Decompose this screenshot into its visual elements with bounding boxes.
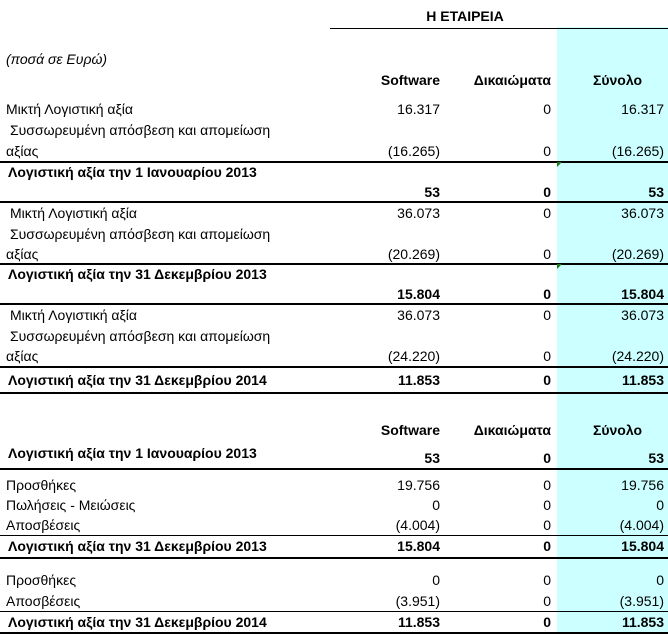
total-value: 11.853 <box>621 372 664 388</box>
total-value: 53 <box>648 450 664 466</box>
rights-value: 0 <box>543 477 551 493</box>
rights-value: 0 <box>543 614 551 630</box>
rights-value: 0 <box>543 572 551 588</box>
table-row <box>0 264 668 284</box>
row-rule <box>0 557 668 559</box>
rights-value: 0 <box>543 246 551 262</box>
rights-value: 0 <box>543 450 551 466</box>
software-value: (20.269) <box>387 246 440 262</box>
table-row <box>0 448 668 468</box>
table-row <box>0 182 668 202</box>
table-row <box>0 515 668 535</box>
software-value: 11.853 <box>397 372 440 388</box>
col-software-header: Software <box>380 422 440 438</box>
table-row <box>0 305 668 325</box>
rights-value: 0 <box>543 348 551 364</box>
table-row <box>0 346 668 366</box>
software-value: 0 <box>432 572 440 588</box>
rights-value: 0 <box>543 184 551 200</box>
col-rights-header: Δικαιώματα <box>473 422 551 438</box>
software-value: (3.951) <box>395 593 440 609</box>
software-value: (24.220) <box>387 348 440 364</box>
total-value: (4.004) <box>619 517 664 533</box>
header-rule <box>330 28 668 29</box>
software-value: 11.853 <box>397 614 440 630</box>
row-label: Λογιστική αξία την 31 Δεκεμβρίου 2014 <box>8 614 267 630</box>
row-label: Μικτή Λογιστική αξία <box>10 205 137 221</box>
table-row <box>0 475 668 495</box>
row-label: Συσσωρευμένη απόσβεση και απομείωση <box>10 226 271 242</box>
rights-value: 0 <box>543 101 551 117</box>
rights-value: 0 <box>543 372 551 388</box>
software-value: 36.073 <box>397 205 440 221</box>
row-label: Προσθήκες <box>6 477 77 493</box>
total-value: (20.269) <box>611 246 664 262</box>
table-row <box>0 284 668 304</box>
row-label: Αποσβέσεις <box>6 517 81 533</box>
software-value: 15.804 <box>397 538 440 554</box>
software-value: (4.004) <box>395 517 440 533</box>
table-row <box>0 536 668 556</box>
software-value: 0 <box>432 497 440 513</box>
column-header-row <box>0 420 668 440</box>
row-label: Λογιστική αξία την 31 Δεκεμβρίου 2013 <box>8 266 267 282</box>
rights-value: 0 <box>543 593 551 609</box>
software-value: 36.073 <box>397 307 440 323</box>
units-note: (ποσά σε Ευρώ) <box>6 51 108 67</box>
table-row <box>0 612 668 632</box>
row-label: Λογιστική αξία την 1 Ιανουαρίου 2013 <box>8 164 257 180</box>
rights-value: 0 <box>543 143 551 159</box>
rights-value: 0 <box>543 538 551 554</box>
col-software-header: Software <box>380 72 440 88</box>
total-value: (24.220) <box>611 348 664 364</box>
software-value: 16.317 <box>397 101 440 117</box>
col-rights-header: Δικαιώματα <box>473 72 551 88</box>
table-row <box>0 495 668 515</box>
row-label: αξίας <box>6 348 39 364</box>
software-value: 53 <box>424 184 440 200</box>
table-row <box>0 570 668 590</box>
table-row <box>0 244 668 264</box>
table-row <box>0 203 668 223</box>
software-value: 53 <box>424 450 440 466</box>
row-label: Πωλήσεις - Μειώσεις <box>6 497 136 513</box>
total-value: 16.317 <box>621 101 664 117</box>
total-value: 36.073 <box>621 205 664 221</box>
total-value: 0 <box>656 497 664 513</box>
total-value: (16.265) <box>611 143 664 159</box>
row-label: Λογιστική αξία την 31 Δεκεμβρίου 2014 <box>8 372 267 388</box>
row-label: Λογιστική αξία την 1 Ιανουαρίου 2013 <box>8 445 257 461</box>
col-total-header: Σύνολο <box>592 422 642 438</box>
table-row <box>0 326 668 346</box>
total-value: (3.951) <box>619 593 664 609</box>
software-value: 19.756 <box>397 477 440 493</box>
rights-value: 0 <box>543 517 551 533</box>
software-value: 15.804 <box>397 286 440 302</box>
rights-value: 0 <box>543 286 551 302</box>
total-value: 0 <box>656 572 664 588</box>
total-value: 36.073 <box>621 307 664 323</box>
row-label: Συσσωρευμένη απόσβεση και απομείωση <box>10 122 271 138</box>
column-header-row <box>0 70 668 90</box>
table-row <box>0 162 668 182</box>
row-label: Προσθήκες <box>6 572 77 588</box>
total-value: 19.756 <box>621 477 664 493</box>
col-total-header: Σύνολο <box>592 72 642 88</box>
row-rule <box>0 366 668 368</box>
table-row <box>0 120 668 140</box>
table-row <box>0 141 668 161</box>
table-row <box>0 591 668 611</box>
software-value: (16.265) <box>387 143 440 159</box>
row-label: Μικτή Λογιστική αξία <box>10 307 137 323</box>
row-label: Λογιστική αξία την 31 Δεκεμβρίου 2013 <box>8 538 267 554</box>
row-rule <box>0 392 668 394</box>
row-label: Αποσβέσεις <box>6 593 81 609</box>
total-value: 53 <box>648 184 664 200</box>
row-label: Συσσωρευμένη απόσβεση και απομείωση <box>10 328 271 344</box>
rights-value: 0 <box>543 497 551 513</box>
company-header: Η ΕΤΑΙΡΕΙΑ <box>426 8 504 24</box>
table-row <box>0 224 668 244</box>
total-value: 11.853 <box>621 614 664 630</box>
table-row <box>0 99 668 119</box>
row-label: αξίας <box>6 246 39 262</box>
table-row <box>0 370 668 390</box>
row-label: Μικτή Λογιστική αξία <box>6 101 133 117</box>
rights-value: 0 <box>543 307 551 323</box>
row-rule <box>0 468 668 470</box>
total-value: 15.804 <box>621 286 664 302</box>
row-label: αξίας <box>6 143 39 159</box>
rights-value: 0 <box>543 205 551 221</box>
total-value: 15.804 <box>621 538 664 554</box>
